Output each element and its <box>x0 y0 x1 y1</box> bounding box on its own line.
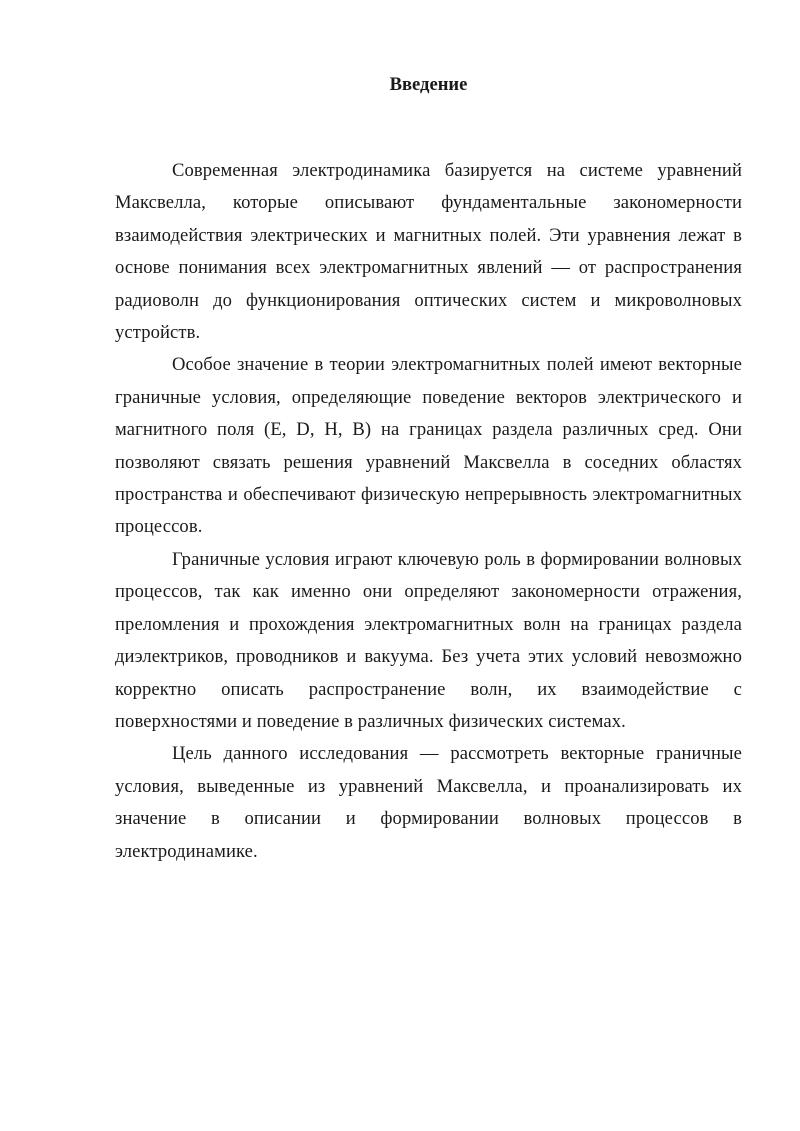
paragraph-wave-processes: Граничные условия играют ключевую роль в формировании волновых процессов, так как именно они определяют закономерности отражения, преломления и прохождения электромагнитных волн на границах раздела диэлектриков, проводников и вакуума. Без учета этих условий невозможно корректно описать распространение волн, их взаимодействие с поверхностями и поведение в различных физических системах. <box>115 548 742 732</box>
paragraph-boundary-conditions: Особое значение в теории электромагнитных полей имеют векторные граничные условия, определяющие поведение векторов электрического и магнитного поля (E, D, H, B) на границах раздела различных сред. Они позволяют связать решения уравнений Максвелла в соседних областях пространства и обеспечивают физическую непрерывность электромагнитных процессов. <box>115 354 742 538</box>
document-content <box>115 68 742 868</box>
paragraph-introduction: Современная электродинамика базируется на системе уравнений Максвелла, которые описывают фундаментальные закономерности взаимодействия электрических и магнитных полей. Эти уравнения лежат в основе понимания всех электромагнитных явлений — от распространения радиоволн до функционирования оптических систем и микроволновых устройств. <box>115 160 742 344</box>
paragraph-research-goal: Цель данного исследования — рассмотреть векторные граничные условия, выведенные из уравнений Максвелла, и проанализировать их значение в описании и формировании волновых процессов в электродинамике. <box>115 743 742 862</box>
document-title: Введение <box>389 74 468 95</box>
document-body <box>115 155 742 868</box>
